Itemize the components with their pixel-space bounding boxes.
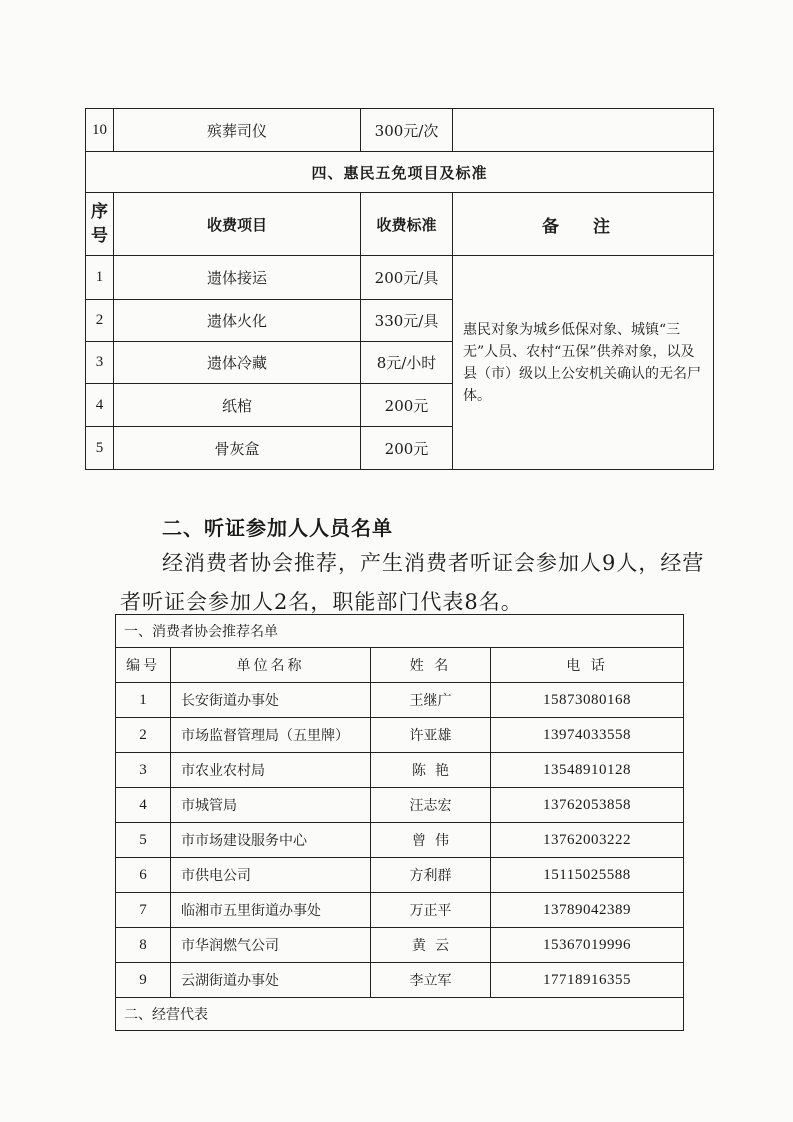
row-number: 10: [86, 109, 114, 152]
person-name: 曾 伟: [371, 823, 491, 858]
unit-name: 长安街道办事处: [171, 683, 371, 718]
phone-number: 15115025588: [491, 858, 684, 893]
section-title: 四、惠民五免项目及标准: [86, 152, 714, 193]
header-unit: 单位名称: [171, 648, 371, 683]
group-title-operators: 二、经营代表: [116, 998, 684, 1031]
header-phone: 电 话: [491, 648, 684, 683]
phone-number: 13762003222: [491, 823, 684, 858]
person-name: 万正平: [371, 893, 491, 928]
row-number: 3: [116, 753, 171, 788]
person-name: 李立军: [371, 963, 491, 998]
row-number: 2: [86, 300, 114, 342]
header-no-label: 序号: [91, 202, 108, 246]
header-name: 姓 名: [371, 648, 491, 683]
unit-name: 临湘市五里街道办事处: [171, 893, 371, 928]
section-heading: 二、听证参加人人员名单: [162, 516, 393, 540]
table-row: [116, 788, 684, 823]
row-number: 5: [86, 427, 114, 470]
fee-price: 200元: [361, 427, 453, 470]
header-no: [86, 193, 114, 256]
person-name: 陈 艳: [371, 753, 491, 788]
row-number: 2: [116, 718, 171, 753]
table-row: [116, 858, 684, 893]
header-item: 收费项目: [114, 193, 361, 256]
phone-number: 15873080168: [491, 683, 684, 718]
phone-number: 13548910128: [491, 753, 684, 788]
fee-price: 8元/小时: [361, 342, 453, 384]
table-row: [116, 753, 684, 788]
empty-cell: [453, 109, 714, 152]
phone-number: 17718916355: [491, 963, 684, 998]
row-number: 9: [116, 963, 171, 998]
header-price: 收费标准: [361, 193, 453, 256]
fee-item: 遗体冷藏: [114, 342, 361, 384]
unit-name: 市场监督管理局（五里牌）: [171, 718, 371, 753]
person-name: 许亚雄: [371, 718, 491, 753]
row-number: 3: [86, 342, 114, 384]
fee-item: 纸棺: [114, 384, 361, 427]
header-no: 编号: [116, 648, 171, 683]
person-name: 方利群: [371, 858, 491, 893]
group-title-row: [116, 615, 684, 648]
table-row: [86, 109, 714, 152]
table-row: [116, 683, 684, 718]
table-row: [86, 256, 714, 300]
fee-price: 200元/具: [361, 256, 453, 300]
person-name: 黄 云: [371, 928, 491, 963]
section-title-row: [86, 152, 714, 193]
row-number: 6: [116, 858, 171, 893]
header-row: [86, 193, 714, 256]
group-title-consumers: 一、消费者协会推荐名单: [116, 615, 684, 648]
fee-item: 殡葬司仪: [114, 109, 361, 152]
row-number: 8: [116, 928, 171, 963]
fee-standards-table: [85, 108, 714, 470]
row-number: 4: [116, 788, 171, 823]
unit-name: 市华润燃气公司: [171, 928, 371, 963]
header-remark: 备 注: [453, 193, 714, 256]
intro-paragraph: [120, 544, 715, 622]
fee-item: 遗体火化: [114, 300, 361, 342]
unit-name: 市城管局: [171, 788, 371, 823]
fee-item: 骨灰盒: [114, 427, 361, 470]
phone-number: 13762053858: [491, 788, 684, 823]
row-number: 1: [116, 683, 171, 718]
unit-name: 市市场建设服务中心: [171, 823, 371, 858]
person-name: 王继广: [371, 683, 491, 718]
fee-price: 330元/具: [361, 300, 453, 342]
unit-name: 市供电公司: [171, 858, 371, 893]
table-row: [116, 718, 684, 753]
row-number: 5: [116, 823, 171, 858]
phone-number: 13974033558: [491, 718, 684, 753]
table-row: [116, 893, 684, 928]
unit-name: 市农业农村局: [171, 753, 371, 788]
table-row: [116, 963, 684, 998]
table-row: [116, 823, 684, 858]
person-name: 汪志宏: [371, 788, 491, 823]
row-number: 7: [116, 893, 171, 928]
unit-name: 云湖街道办事处: [171, 963, 371, 998]
fee-item: 遗体接运: [114, 256, 361, 300]
intro-text: 经消费者协会推荐，产生消费者听证会参加人9人，经营者听证会参加人2名，职能部门代表8名。: [120, 551, 705, 614]
remark-text: 惠民对象为城乡低保对象、城镇“三无”人员、农村“五保”供养对象，以及县（市）级以上公安机关确认的无名尸体。: [453, 256, 714, 470]
table-row: [116, 928, 684, 963]
group-title-row: [116, 998, 684, 1031]
fee-price: 200元: [361, 384, 453, 427]
participants-table: [115, 614, 684, 1031]
fee-price: 300元/次: [361, 109, 453, 152]
phone-number: 15367019996: [491, 928, 684, 963]
phone-number: 13789042389: [491, 893, 684, 928]
row-number: 4: [86, 384, 114, 427]
row-number: 1: [86, 256, 114, 300]
header-row: [116, 648, 684, 683]
